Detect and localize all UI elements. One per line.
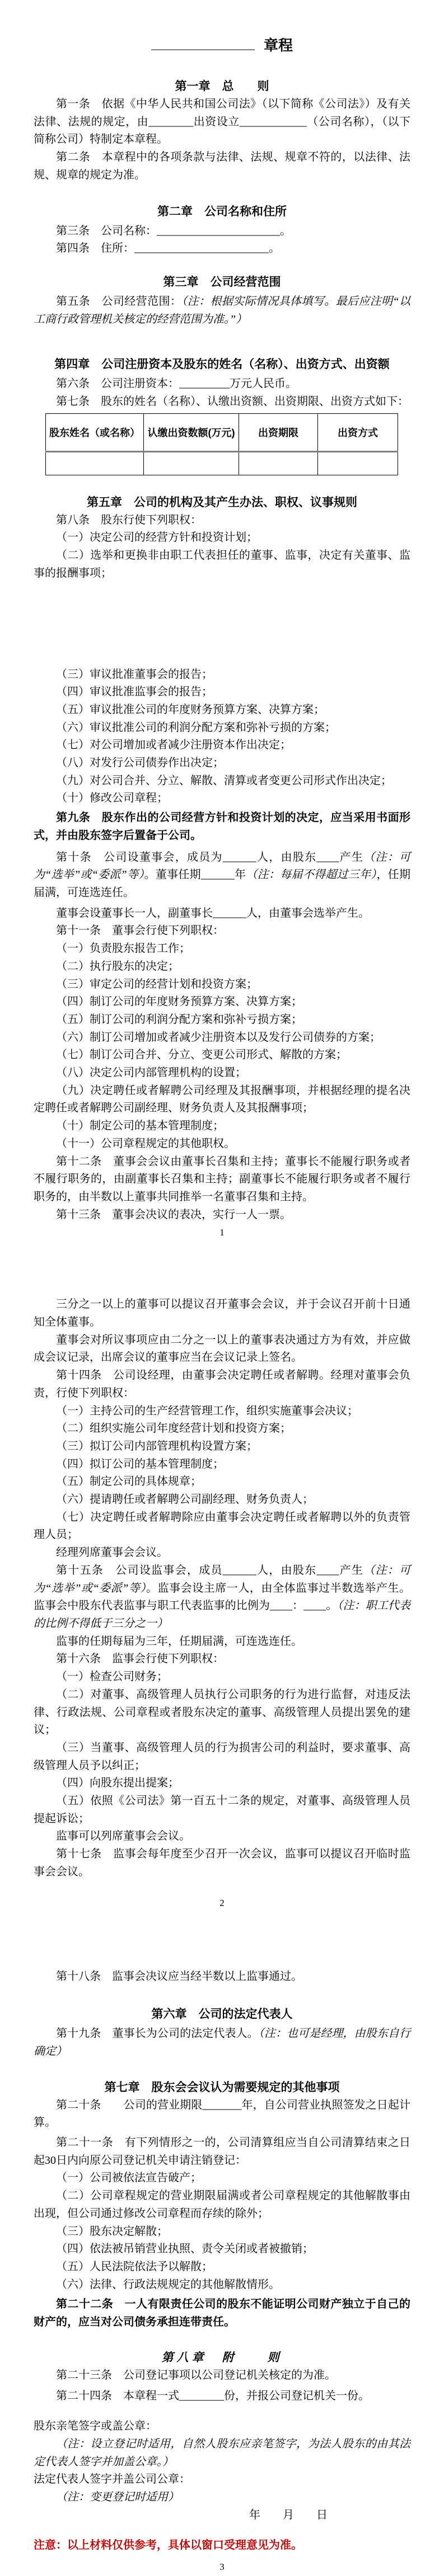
clause-11-item-6: （六）制订公司增加或者减少注册资本以及发行公司债券的方案； [56,1031,381,1044]
chapter-3-heading: 第三章 公司经营范围 [163,275,281,289]
clause-16-item-3: （三）当董事、高级管理人员的行为损害公司的利益时，要求董事、高级管理人员予以纠正； [34,1741,410,1772]
clause-24: 第二十四条 本章程一式________份，并报公司登记机关一份。 [56,2389,370,2402]
clause-2: 第二条 本章程中的各项条款与法律、法规、规章不符的，以法律、法规、规章的规定为准。 [34,151,410,181]
clause-13: 第十三条 董事会决议的表决，实行一人一票。 [56,1208,291,1221]
clause-5-text: 第五条 公司经营范围： [56,295,182,308]
page-footer-3: 3 [219,2561,225,2573]
clause-10-para-2: 董事会设董事长一人，副董事长______人，由董事会选举产生。 [56,907,370,919]
doc-title-text: 章程 [263,37,293,54]
clause-15 [34,1562,410,1633]
clause-11-item-5: （五）制订公司的利润分配方案和弥补亏损方案； [56,1013,302,1026]
clause-8-item-3: （三）审议批准董事会的报告； [56,668,213,681]
chapter-1-heading: 第一章 总 则 [175,80,269,93]
table-row [46,451,398,475]
page-break-gap [34,1912,410,1968]
clause-14-item-7: （七）决定聘任或者解聘除应由董事会决定聘任或者解聘以外的负责管理人员； [34,1511,410,1541]
clause-15-note-2: （注：职工代表的比例不得低于三分之一） [34,1600,411,1630]
notice-red: 注意：以上材料仅供参考，具体以窗口受理意见为准。 [34,2539,302,2552]
clause-16-para-2: 监事可以列席董事会会议。 [56,1830,190,1843]
clause-8-item-5: （五）审议批准公司的年度财务预算方案、决算方案； [56,703,325,716]
clause-8-item-8: （八）对发行公司债券作出决定； [56,757,224,770]
clause-11-item-4: （四）制订公司的年度财务预算方案、决算方案； [56,996,302,1008]
clause-21-item-2: （二）公司章程规定的营业期限届满或者公司章程规定的其他解散事由出现，但公司通过修改公司章程而存续的除外； [34,2190,410,2220]
clause-22: 第二十二条 一人有限责任公司的股东不能证明公司财产独立于自己的财产的，应当对公司债务承担连带责任。 [34,2298,410,2329]
clause-8-item-7: （七）对公司增加或者减少注册资本作出决定； [56,739,291,752]
clause-8-item-9: （九）对公司合并、分立、解散、清算或者变更公司形式作出决定； [56,774,392,787]
page-footer-1: 1 [219,1227,225,1238]
clause-19 [34,2025,410,2060]
table-cell-term [239,451,318,475]
clause-21-item-5: （五）人民法院依法予以解散； [56,2260,213,2273]
clause-17: 第十七条 监事会每年度至少召开一次会议，监事可以提议召开临时监事会会议。 [34,1848,410,1878]
clause-8-item-1: （一）决定公司的经营方针和投资计划； [56,531,258,544]
clause-11-item-11: （十一）公司章程规定的其他职权。 [56,1137,235,1150]
clause-19-text: 第十九条 董事长为公司的法定代表人。 [56,2027,259,2040]
clause-13-para-2: 三分之一以上的董事可以提议召开董事会会议，并于会议召开前十日通知全体董事。 [34,1298,410,1329]
signature-note-establishment: （注：设立登记时适用，自然人股东应亲笔签字，为法人股东的由其法定代表人签字并加盖公章。） [34,2437,410,2468]
signature-note-change: （注：变更登记时适用） [56,2491,179,2504]
chapter-5-heading: 第五章 公司的机构及其产生办法、职权、议事规则 [87,496,357,509]
clause-16-item-4: （四）向股东提出提案； [56,1777,179,1790]
signature-line-shareholder: 股东亲笔签字或盖公章： [34,2420,157,2433]
clause-11: 第十一条 董事会行使下列职权： [56,924,224,937]
shareholder-table [45,413,398,475]
clause-10-note-2: （注：每届不得超过三年） [246,869,377,881]
table-header-contribution-method: 出资方式 [318,413,398,451]
table-cell-method [318,451,398,475]
date-line: 年 月 日 [249,2508,328,2521]
clause-8-item-4: （四）审议批准监事会的报告； [56,686,213,699]
table-cell-name [46,451,144,475]
clause-5-note: （注：根据实际情况具体填写。最后应注明“以工商行政管理机关核定的经营范围为准。”） [34,295,411,325]
clause-8-item-6: （六）审议批准公司的利润分配方案和弥补亏损的方案； [56,721,336,734]
chapter-2-heading: 第二章 公司名称和住所 [157,205,287,218]
clause-19-note: （注：也可是经理，由股东自行确定） [34,2027,411,2058]
table-header-subscribed-amount: 认缴出资数额(万元) [144,413,239,451]
clause-11-item-9: （九）决定聘任或者解聘公司经理及其报酬事项，并根据经理的提名决定聘任或者解聘公司副经理、财务负责人及其报酬事项； [34,1084,410,1115]
clause-8-item-2: （二）选举和更换非由职工代表担任的董事、监事，决定有关董事、监事的报酬事项； [34,549,410,579]
clause-21: 第二十一条 有下列情形之一的，公司清算组应当自公司清算结束之日起30日内向原公司登记机关申请注销登记： [34,2136,410,2167]
clause-14-item-1: （一）主持公司的生产经营管理工作，组织实施董事会决议； [56,1404,358,1417]
charter-document [0,36,444,2576]
clause-11-item-2: （二）执行股东的决定； [56,960,179,973]
clause-14-item-3: （三）拟订公司内部管理机构设置方案； [56,1440,258,1452]
table-header-shareholder-name: 股东姓名（或名称） [46,413,144,451]
signature-line-legal-rep: 法定代表人签字并盖公司公章： [34,2473,190,2486]
clause-23: 第二十三条 公司登记事项以公司登记机关核定的为准。 [56,2369,336,2381]
table-header-row [46,413,398,451]
clause-3: 第三条 公司名称：______________________。 [56,224,291,237]
clause-8: 第八条 股东行使下列职权： [56,513,202,526]
clause-15-para-2: 监事的任期每届为三年，任期届满，可连选连任。 [56,1635,302,1648]
clause-11-item-8: （八）决定公司内部管理机构的设置； [56,1067,246,1079]
chapter-4-heading: 第四章 公司注册资本及股东的姓名（名称）、出资方式、出资额 [54,358,390,371]
clause-9: 第九条 股东作出的公司经营方针和投资计划的决定，应当采用书面形式，并由股东签字后置备于公司。 [34,812,410,842]
clause-14-item-4: （四）拟订公司的基本管理制度； [56,1457,224,1470]
clause-21-item-6: （六）法律、行政法规规定的其他解散情形。 [56,2278,280,2291]
clause-10-text-1: 第十条 公司设董事会，成员为______人，由股东____产生 [56,851,364,864]
clause-1: 第一条 依据《中华人民共和国公司法》（以下简称《公司法》）及有关法律、法规的规定，由________出资设立____________（公司名称），（以下简称公司）特制定本章程。 [34,98,410,146]
clause-10-text-3: ，任期届满，可连选连任。 [34,869,411,899]
page-break-gap [34,583,410,666]
clause-21-item-4: （四）依法被吊销营业执照、责令关闭或者被撤销； [56,2243,314,2256]
clause-16-item-2: （二）对董事、高级管理人员执行公司职务的行为进行监督，对违反法律、行政法规、公司章程或者股东决定的董事、高级管理人员提出罢免的建议； [34,1688,410,1737]
clause-5 [34,293,410,328]
clause-18: 第十八条 监事会决议应当经半数以上监事通过。 [56,1970,302,1983]
chapter-7-heading: 第七章 股东会会议认为需要规定的其他事项 [104,2080,340,2094]
clause-10-note-1: （注：可为“选举”或“委派”等） [34,851,411,881]
clause-15-text-2: 。监事会设主席一人，由全体监事过半数选举产生。监事会中股东代表监事与职工代表监事的比例为____：____。 [34,1582,411,1612]
clause-10 [34,849,410,902]
clause-11-item-7: （七）制订公司合并、分立、变更公司形式、解散的方案； [56,1049,347,1061]
clause-15-text-1: 第十五条 公司设监事会，成员______人，由股东____产生 [56,1564,364,1577]
table-header-contribution-term: 出资期限 [239,413,318,451]
clause-12: 第十二条 董事会会议由董事长召集和主持；董事长不能履行职务或者不履行职务的，由副董事长召集和主持；副董事长不能履行职务或者不履行职务的，由半数以上董事共同推举一名董事召集和主持。 [34,1155,410,1203]
clause-7: 第七条 股东的姓名（名称）、认缴出资额、出资期限、出资方式如下： [56,395,409,408]
doc-title [34,36,410,54]
table-cell-amount [144,451,239,475]
title-blank-line [151,36,255,50]
clause-11-item-3: （三）审定公司的经营计划和投资方案； [56,978,258,990]
page-break-gap [34,1242,410,1296]
clause-15-note-1: （注：可为“选举”或“委派”等） [34,1564,411,1594]
clause-8-item-10: （十）修改公司章程； [56,792,168,805]
clause-10-text-2: 。董事任期______年 [144,869,246,881]
clause-14-item-6: （六）提请聘任或者解聘公司副经理、财务负责人； [56,1493,314,1506]
clause-16-item-1: （一）检查公司财务； [56,1671,168,1683]
clause-16-item-5: （五）依照《公司法》第一百五十二条的规定，对董事、高级管理人员提起诉讼； [34,1795,410,1825]
clause-21-item-3: （三）股东决定解散； [56,2225,168,2238]
clause-14: 第十四条 公司设经理，由董事会决定聘任或者解聘。经理对董事会负责，行使下列职权： [34,1369,410,1399]
clause-14-item-5: （五）制定公司的具体规章； [56,1475,202,1488]
clause-11-item-1: （一）负责股东报告工作； [56,942,190,955]
clause-13-para-3: 董事会对所议事项应由二分之一以上的董事表决通过方为有效，并应做成会议记录，出席会议的董事应当在会议记录上签名。 [34,1333,410,1364]
page-footer-2: 2 [219,1897,225,1908]
clause-4: 第四条 住所：________________________。 [56,242,280,255]
clause-14-item-2: （二）组织实施公司年度经营计划和投资方案； [56,1422,291,1435]
clause-16: 第十六条 监事会行使下列职权： [56,1653,224,1666]
clause-6: 第六条 公司注册资本：_________万元人民币。 [56,378,297,390]
clause-20: 第二十条 公司的营业期限_______年，自公司营业执照签发之日起计算。 [34,2098,410,2129]
clause-11-item-10: （十）制定公司的基本管理制度； [56,1120,224,1133]
clause-21-item-1: （一）公司被依法宣告破产； [56,2172,202,2185]
chapter-6-heading: 第六章 公司的法定代表人 [151,2008,293,2021]
clause-14-para-2: 经理列席董事会会议。 [56,1546,168,1559]
chapter-8-heading: 第八章 附 则 [161,2351,283,2364]
